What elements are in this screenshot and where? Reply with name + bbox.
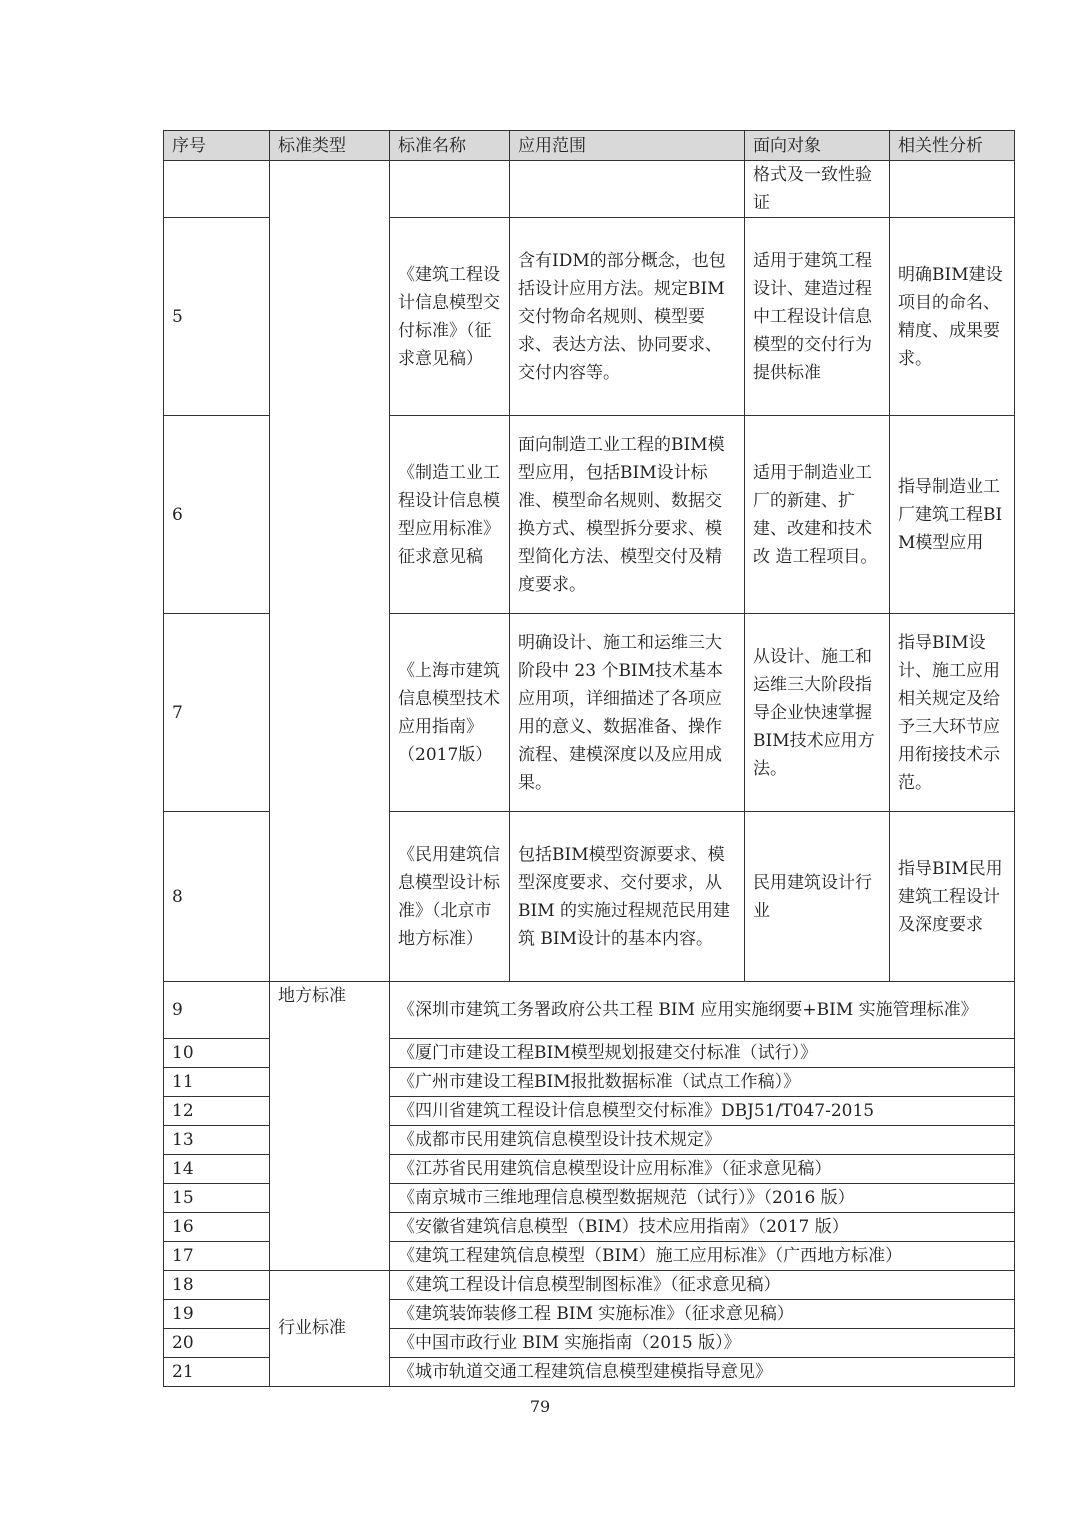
- cell-name: 《建筑装饰装修工程 BIM 实施标准》（征求意见稿）: [390, 1300, 1015, 1329]
- cell-name: 《安徽省建筑信息模型（BIM）技术应用指南》（2017 版）: [390, 1213, 1015, 1242]
- table-header-row: [164, 131, 1015, 161]
- cell-no: 9: [164, 982, 270, 1039]
- cell-name: 《城市轨道交通工程建筑信息模型建模指导意见》: [390, 1358, 1015, 1387]
- cell-no: 11: [164, 1068, 270, 1097]
- header-type: 标准类型: [270, 131, 390, 161]
- cell-no: 8: [164, 812, 270, 982]
- cell-no: 6: [164, 416, 270, 614]
- cell-name: 《民用建筑信息模型设计标准》（北京市地方标准）: [390, 812, 510, 982]
- cell-no: 18: [164, 1271, 270, 1300]
- cell-name: 《广州市建设工程BIM报批数据标准（试点工作稿）》: [390, 1068, 1015, 1097]
- cell-name: [390, 161, 510, 218]
- cell-audience: 适用于制造业工厂的新建、扩建、改建和技术改 造工程项目。: [745, 416, 890, 614]
- table-row-continued: [164, 161, 1015, 218]
- cell-no: 10: [164, 1039, 270, 1068]
- cell-analysis: 指导制造业工厂建筑工程BIM模型应用: [890, 416, 1015, 614]
- cell-name: 《中国市政行业 BIM 实施指南（2015 版）》: [390, 1329, 1015, 1358]
- cell-audience: 民用建筑设计行业: [745, 812, 890, 982]
- cell-type-industry: 行业标准: [270, 1271, 390, 1387]
- cell-audience: 从设计、施工和运维三大阶段指导企业快速掌握BIM技术应用方法。: [745, 614, 890, 812]
- header-scope: 应用范围: [510, 131, 745, 161]
- cell-audience: 适用于建筑工程设计、建造过程中工程设计信息模型的交付行为提供标准: [745, 218, 890, 416]
- cell-no: 21: [164, 1358, 270, 1387]
- cell-name: 《成都市民用建筑信息模型设计技术规定》: [390, 1126, 1015, 1155]
- cell-scope: 明确设计、施工和运维三大阶段中 23 个BIM技术基本应用项，详细描述了各项应用的意义、数据准备、操作流程、建模深度以及应用成果。: [510, 614, 745, 812]
- cell-no: 13: [164, 1126, 270, 1155]
- page-number: 79: [529, 1397, 551, 1416]
- table-row: [164, 982, 1015, 1039]
- cell-name: 《南京城市三维地理信息模型数据规范（试行）》（2016 版）: [390, 1184, 1015, 1213]
- header-audience: 面向对象: [745, 131, 890, 161]
- cell-no: 19: [164, 1300, 270, 1329]
- cell-name: 《江苏省民用建筑信息模型设计应用标准》（征求意见稿）: [390, 1155, 1015, 1184]
- cell-no: 16: [164, 1213, 270, 1242]
- cell-scope: 含有IDM的部分概念，也包括设计应用方法。规定BIM交付物命名规则、模型要求、表达方法、协同要求、交付内容等。: [510, 218, 745, 416]
- cell-scope: 面向制造工业工程的BIM模型应用，包括BIM设计标准、模型命名规则、数据交换方式、模型拆分要求、模型简化方法、模型交付及精度要求。: [510, 416, 745, 614]
- cell-name: 《制造工业工程设计信息模型应用标准》征求意见稿: [390, 416, 510, 614]
- cell-audience: 格式及一致性验证: [745, 161, 890, 218]
- cell-analysis: 指导BIM民用建筑工程设计及深度要求: [890, 812, 1015, 982]
- cell-scope: [510, 161, 745, 218]
- cell-no: 20: [164, 1329, 270, 1358]
- cell-analysis: 指导BIM设计、施工应用相关规定及给予三大环节应用衔接技术示范。: [890, 614, 1015, 812]
- cell-type-local: 地方标准: [270, 982, 390, 1271]
- cell-name: 《厦门市建设工程BIM模型规划报建交付标准（试行）》: [390, 1039, 1015, 1068]
- cell-no: 12: [164, 1097, 270, 1126]
- cell-name: 《建筑工程设计信息模型交付标准》（征求意见稿）: [390, 218, 510, 416]
- table-row: [164, 1271, 1015, 1300]
- header-no: 序号: [164, 131, 270, 161]
- cell-name: 《四川省建筑工程设计信息模型交付标准》DBJ51/T047-2015: [390, 1097, 1015, 1126]
- cell-name: 《深圳市建筑工务署政府公共工程 BIM 应用实施纲要+BIM 实施管理标准》: [390, 982, 1015, 1039]
- standards-table: [163, 130, 1015, 1387]
- cell-no: 15: [164, 1184, 270, 1213]
- cell-no: 17: [164, 1242, 270, 1271]
- cell-analysis: [890, 161, 1015, 218]
- header-name: 标准名称: [390, 131, 510, 161]
- cell-scope: 包括BIM模型资源要求、模型深度要求、交付要求，从 BIM 的实施过程规范民用建筑 BIM设计的基本内容。: [510, 812, 745, 982]
- cell-no: [164, 161, 270, 218]
- cell-no: 5: [164, 218, 270, 416]
- cell-no: 14: [164, 1155, 270, 1184]
- cell-name: 《建筑工程建筑信息模型（BIM）施工应用标准》（广西地方标准）: [390, 1242, 1015, 1271]
- header-analysis: 相关性分析: [890, 131, 1015, 161]
- cell-no: 7: [164, 614, 270, 812]
- cell-type-blank: [270, 161, 390, 982]
- cell-name: 《上海市建筑信息模型技术应用指南》（2017版）: [390, 614, 510, 812]
- cell-name: 《建筑工程设计信息模型制图标准》（征求意见稿）: [390, 1271, 1015, 1300]
- cell-analysis: 明确BIM建设项目的命名、精度、成果要求。: [890, 218, 1015, 416]
